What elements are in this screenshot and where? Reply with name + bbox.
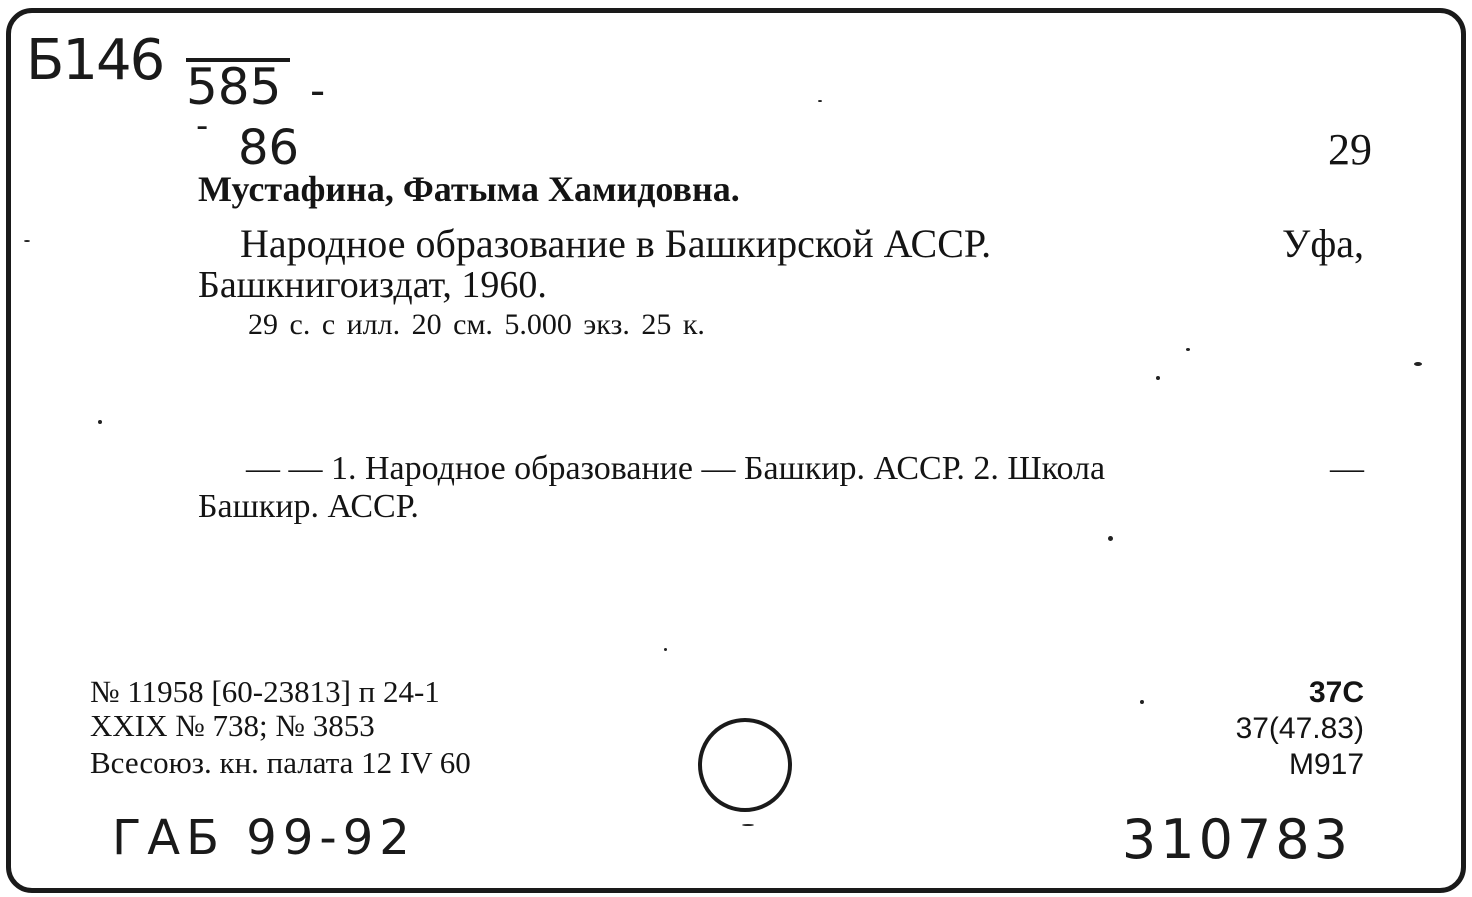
scan-speck bbox=[1186, 348, 1190, 351]
scan-speck bbox=[1140, 700, 1144, 704]
classification-line1: 37С bbox=[1308, 676, 1364, 709]
scan-speck bbox=[664, 648, 667, 651]
registration-line3: Всесоюз. кн. палата 12 IV 60 bbox=[90, 745, 471, 780]
shelf-mark-dash-lower: - bbox=[196, 106, 209, 146]
classification-line2: 37(47.83) bbox=[1235, 712, 1364, 745]
physical-description: 29 с. с илл. 20 см. 5.000 экз. 25 к. bbox=[248, 308, 705, 341]
scan-speck bbox=[24, 240, 30, 242]
punch-hole bbox=[698, 718, 792, 812]
subject-headings-line1: — — 1. Народное образование — Башкир. АССР. 2. Школа bbox=[246, 450, 1106, 487]
subject-headings-row bbox=[246, 452, 1364, 490]
author-heading: Мустафина, Фатыма Хамидовна. bbox=[198, 169, 740, 209]
card-number: 29 bbox=[1328, 125, 1372, 174]
classification-line3: М917 bbox=[1288, 748, 1364, 781]
title: Народное образование в Башкирской АССР. bbox=[240, 221, 992, 266]
scan-speck bbox=[98, 420, 102, 424]
subject-headings-line1-end: — bbox=[1330, 450, 1364, 487]
shelf-mark-prefix: Б146 bbox=[26, 28, 164, 93]
publication-city: Уфа, bbox=[1282, 221, 1364, 266]
scan-speck bbox=[1108, 536, 1113, 541]
title-row bbox=[240, 221, 1364, 268]
shelf-mark-numerator: 585 bbox=[186, 58, 282, 116]
scan-speck bbox=[742, 824, 754, 826]
registration-line2: XXIX № 738; № 3853 bbox=[90, 708, 375, 743]
shelf-mark-dash: - bbox=[310, 66, 326, 115]
scan-speck bbox=[1414, 362, 1422, 366]
publisher: Башкнигоиздат, 1960. bbox=[198, 264, 547, 306]
classification-block bbox=[1164, 678, 1364, 788]
registration-line1: № 11958 [60-23813] п 24-1 bbox=[90, 674, 440, 709]
scan-speck bbox=[818, 100, 822, 102]
archive-stamp: ГАБ 99-92 bbox=[112, 810, 416, 866]
shelf-mark-denominator: 86 bbox=[238, 120, 300, 176]
scan-speck bbox=[1156, 376, 1160, 380]
inventory-number: 310783 bbox=[1121, 808, 1352, 871]
subject-headings-line2: Башкир. АССР. bbox=[198, 488, 419, 525]
